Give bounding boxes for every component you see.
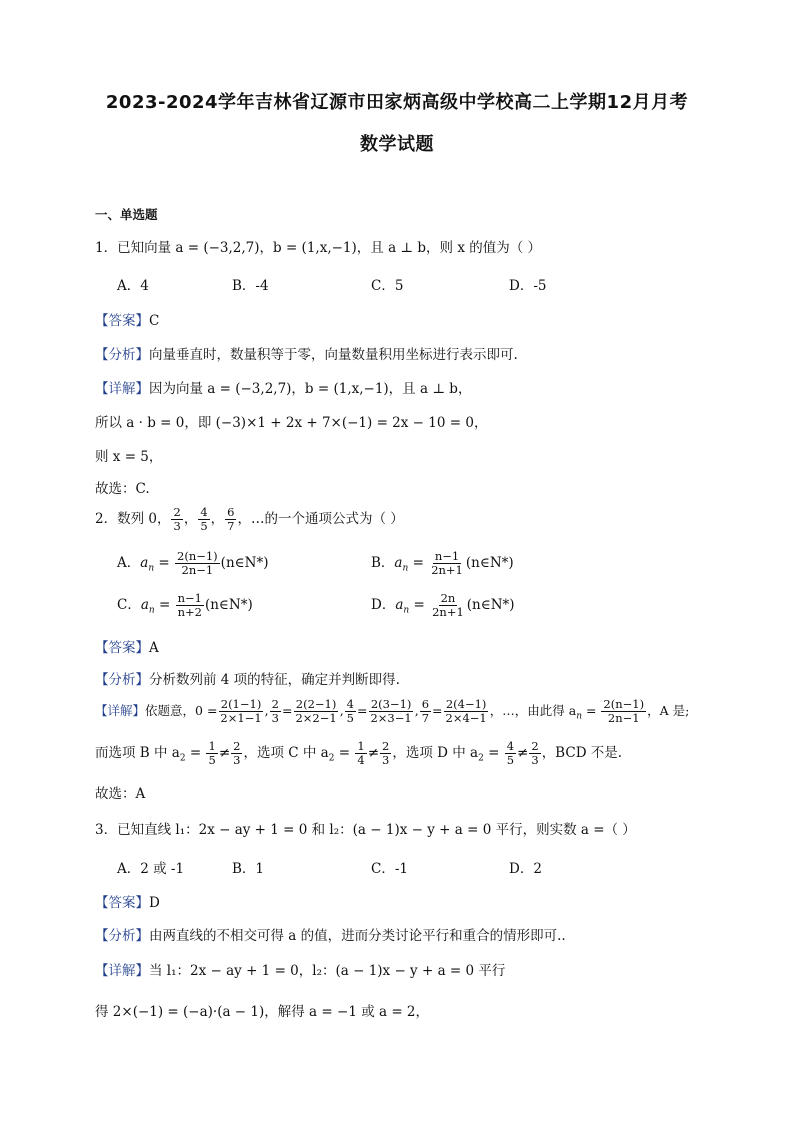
- fraction: $\frac{6}{7}$: [227, 505, 235, 533]
- q3-analysis: [95, 924, 566, 944]
- q2-option-a: A．$a_n$ = $\frac{2(n-1)}{2n-1}$ (n∈N*): [117, 549, 269, 577]
- q3-work-line: 得 2×(−1) = (−a)·(a − 1)，解得 a = −1 或 a = 2，: [95, 1004, 430, 1020]
- q2-option-b: B．$a_n$ = $\frac{n-1}{2n+1}$ (n∈N*): [371, 549, 514, 577]
- q1-detail: [95, 377, 471, 397]
- detail-tag: 【详解】: [95, 381, 149, 397]
- detail-text: 当 l₁：2x − ay + 1 = 0，l₂：(a − 1)x − y + a = 0 平行: [149, 963, 506, 979]
- q2-option-d: D．$a_n$ = $\frac{2n}{2n+1}$ (n∈N*): [371, 591, 515, 619]
- q3-option-b: B．1: [232, 861, 265, 877]
- detail-tag: 【详解】: [95, 963, 149, 979]
- analysis-tag: 【分析】: [95, 928, 149, 944]
- q2-detail: 【详解】依题意，0 = $\frac{2(1-1)}{2\times 1-1}$ , $\frac{2}{3}$ = $\frac{2(2-1)}{2\times 2-1}$ , $\frac{4}{5}$ = $\frac{2(3-1)}{2\times 3-1}$ , $\frac{6}{7}$ = $\frac{2(4-1)}{2\times 4-1}$ ，…，由此得 $a_n$ = $\frac{2(n-1)}{2n-1}$ ，A 是;: [95, 697, 690, 725]
- detail-tag: 【详解】: [95, 703, 146, 718]
- q2-option-c: C．$a_n$ = $\frac{n-1}{n+2}$ (n∈N*): [117, 591, 253, 619]
- analysis-text: 向量垂直时，数量积等于零，向量数量积用坐标进行表示即可.: [149, 347, 518, 363]
- answer-value: C: [149, 313, 160, 329]
- answer-tag: 【答案】: [95, 640, 149, 656]
- q1-conclusion: 故选：C.: [95, 481, 150, 497]
- analysis-text: 由两直线的不相交可得 a 的值，进而分类讨论平行和重合的情形即可..: [149, 928, 566, 944]
- q1-answer: [95, 309, 159, 329]
- q1-option-a: A．4: [117, 278, 149, 294]
- q1-stem: 1．已知向量 a = (−3,2,7)，b = (1,x,−1)，且 a ⊥ b，则 x 的值为（ ）: [95, 240, 542, 256]
- answer-tag: 【答案】: [95, 895, 149, 911]
- document-subtitle: 数学试题: [360, 134, 434, 155]
- q2-conclusion: 故选：A: [95, 786, 146, 802]
- q3-option-a: A．2 或 -1: [117, 861, 185, 877]
- q2-answer: [95, 636, 159, 656]
- answer-value: D: [149, 895, 160, 911]
- analysis-tag: 【分析】: [95, 347, 149, 363]
- q3-option-c: C．-1: [371, 861, 408, 877]
- answer-value: A: [149, 640, 159, 656]
- fraction: $\frac{4}{5}$: [200, 505, 208, 533]
- q1-work-line: 所以 a · b = 0，即 (−3)×1 + 2x + 7×(−1) = 2x − 10 = 0，: [95, 415, 488, 431]
- q3-detail: [95, 959, 505, 979]
- fraction: $\frac{2}{3}$: [173, 505, 181, 533]
- q2-stem-text: ，…的一个通项公式为（ ）: [237, 511, 404, 527]
- q3-stem: 3．已知直线 l₁：2x − ay + 1 = 0 和 l₂：(a − 1)x − y + a = 0 平行，则实数 a =（ ）: [95, 822, 636, 838]
- q1-work-line: 则 x = 5，: [95, 449, 163, 465]
- q1-option-c: C．5: [371, 278, 404, 294]
- q1-option-b: B．-4: [232, 278, 269, 294]
- q1-option-d: D．-5: [509, 278, 547, 294]
- answer-tag: 【答案】: [95, 313, 149, 329]
- q2-stem: 2．数列 0， $\frac{2}{3}$ ， $\frac{4}{5}$ ， $\frac{6}{7}$ ，…的一个通项公式为（ ）: [95, 505, 404, 533]
- q2-analysis: [95, 668, 400, 688]
- detail-text: 因为向量 a = (−3,2,7)，b = (1,x,−1)，且 a ⊥ b，: [149, 381, 472, 397]
- q2-stem-text: 2．数列 0，: [95, 511, 171, 527]
- q1-analysis: [95, 343, 518, 363]
- analysis-tag: 【分析】: [95, 672, 149, 688]
- analysis-text: 分析数列前 4 项的特征，确定并判断即得.: [149, 672, 400, 688]
- document-title: 2023-2024学年吉林省辽源市田家炳高级中学校高二上学期12月月考: [105, 92, 689, 113]
- q2-detail-line2: 而选项 B 中 $a_2$ = $\frac{1}{5}$ ≠ $\frac{2}{3}$ ，选项 C 中 $a_2$ = $\frac{1}{4}$ ≠ $\frac{2}{3}$ ，选项 D 中 $a_2$ = $\frac{4}{5}$ ≠ $\frac{2}{3}$ ，BCD 不是.: [95, 739, 623, 767]
- q3-option-d: D．2: [509, 861, 542, 877]
- section-heading: 一、单选题: [95, 207, 158, 222]
- q3-answer: [95, 891, 160, 911]
